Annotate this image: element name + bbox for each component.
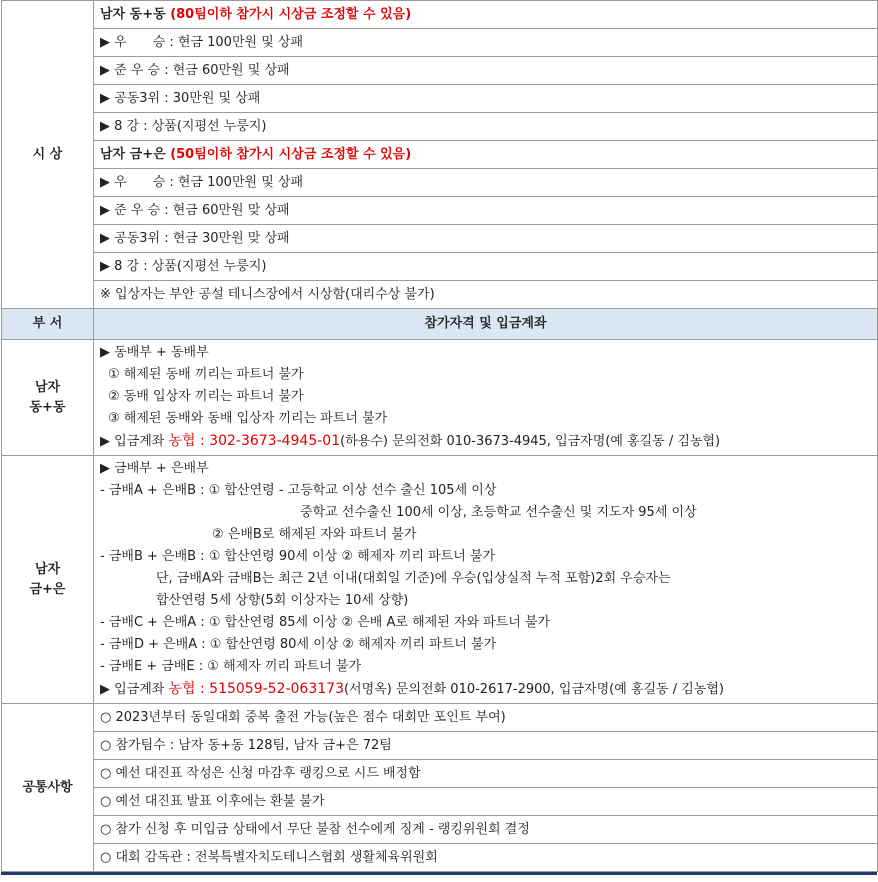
geumeun-line: - 금배C + 은배A : ① 합산연령 85세 이상 ② 은배 A로 해제된 자와 파트너 불가 <box>100 615 551 630</box>
geumeun-line: 단, 금배A와 금배B는 최근 2년 이내(대회일 기준)에 우승(입상실적 누적 포함)2회 우승자는 <box>156 571 671 586</box>
prize-group1-title: 남자 동+동 (80팀이하 참가시 시상금 조정할 수 있음) <box>94 1 878 29</box>
prize-group1-item: ▶ 8 강 : 상품(지평선 누룽지) <box>94 113 878 141</box>
common-item: ○ 대회 감독관 : 전북특별자치도테니스협회 생활체육위원회 <box>94 844 878 872</box>
geumeun-qualification <box>94 456 878 704</box>
geumeun-line: - 금배E + 금배E : ① 해제자 끼리 파트너 불가 <box>100 659 362 674</box>
prize-group1-item: ▶ 우 승 : 현금 100만원 및 상패 <box>94 29 878 57</box>
common-item: ○ 예선 대진표 발표 이후에는 환불 불가 <box>94 788 878 816</box>
geumeun-category: 남자 금+은 <box>2 456 94 704</box>
prize-group2-item: ▶ 8 강 : 상품(지평선 누룽지) <box>94 253 878 281</box>
common-category: 공통사항 <box>2 704 94 872</box>
prize-group2-title: 남자 금+은 (50팀이하 참가시 시상금 조정할 수 있음) <box>94 141 878 169</box>
bottom-border <box>1 872 877 875</box>
geumeun-line: - 금배A + 은배B : ① 합산연령 - 고등학교 이상 선수 출신 105세 이상 <box>100 483 497 498</box>
tournament-info-table <box>1 0 878 872</box>
prize-group2-item: ▶ 공동3위 : 현금 30만원 맞 상패 <box>94 225 878 253</box>
common-item: ○ 2023년부터 동일대회 중복 출전 가능(높은 점수 대회만 포인트 부여) <box>94 704 878 732</box>
geumeun-line: - 금배B + 은배B : ① 합산연령 90세 이상 ② 해제자 끼리 파트너 불가 <box>100 549 496 564</box>
prize-group2-item: ▶ 준 우 승 : 현금 60만원 맞 상패 <box>94 197 878 225</box>
header-qualification: 참가자격 및 입금계좌 <box>94 309 878 340</box>
geumeun-line: 중학교 선수출신 100세 이상, 초등학교 선수출신 및 지도자 95세 이상 <box>300 505 697 520</box>
dongdong-line: ② 동배 입상자 끼리는 파트너 불가 <box>108 389 304 404</box>
dongdong-line: ③ 해제된 동배와 동배 입상자 끼리는 파트너 불가 <box>108 411 388 426</box>
common-item: ○ 참가 신청 후 미입금 상태에서 무단 불참 선수에게 징계 - 랭킹위원회 결정 <box>94 816 878 844</box>
geumeun-line: 합산연령 5세 상향(5회 이상자는 10세 상향) <box>156 593 409 608</box>
geumeun-line: - 금배D + 은배A : ① 합산연령 80세 이상 ② 해제자 끼리 파트너 불가 <box>100 637 497 652</box>
dongdong-qualification <box>94 340 878 456</box>
geumeun-line: ▶ 금배부 + 은배부 <box>100 461 209 476</box>
geumeun-line: ② 은배B로 해제된 자와 파트너 불가 <box>212 527 417 542</box>
prize-note: ※ 입상자는 부안 공설 테니스장에서 시상함(대리수상 불가) <box>94 281 878 309</box>
prize-category: 시 상 <box>2 1 94 309</box>
dongdong-category: 남자 동+동 <box>2 340 94 456</box>
header-dept: 부 서 <box>2 309 94 340</box>
prize-group1-item: ▶ 준 우 승 : 현금 60만원 및 상패 <box>94 57 878 85</box>
common-item: ○ 예선 대진표 작성은 신청 마감후 랭킹으로 시드 배정함 <box>94 760 878 788</box>
prize-group2-item: ▶ 우 승 : 현금 100만원 및 상패 <box>94 169 878 197</box>
dongdong-line: ① 해제된 동배 끼리는 파트너 불가 <box>108 367 304 382</box>
geumeun-account: ▶ 입금계좌 농협 : 515059-52-063173(서명옥) 문의전화 010-2617-2900, 입금자명(예 홍길동 / 김농협) <box>100 681 724 697</box>
prize-group1-item: ▶ 공동3위 : 30만원 및 상패 <box>94 85 878 113</box>
common-item: ○ 참가팀수 : 남자 동+동 128팀, 남자 금+은 72팀 <box>94 732 878 760</box>
dongdong-account: ▶ 입금계좌 농협 : 302-3673-4945-01(하용수) 문의전화 010-3673-4945, 입금자명(예 홍길동 / 김농협) <box>100 433 721 449</box>
dongdong-line: ▶ 동배부 + 동배부 <box>100 345 209 360</box>
